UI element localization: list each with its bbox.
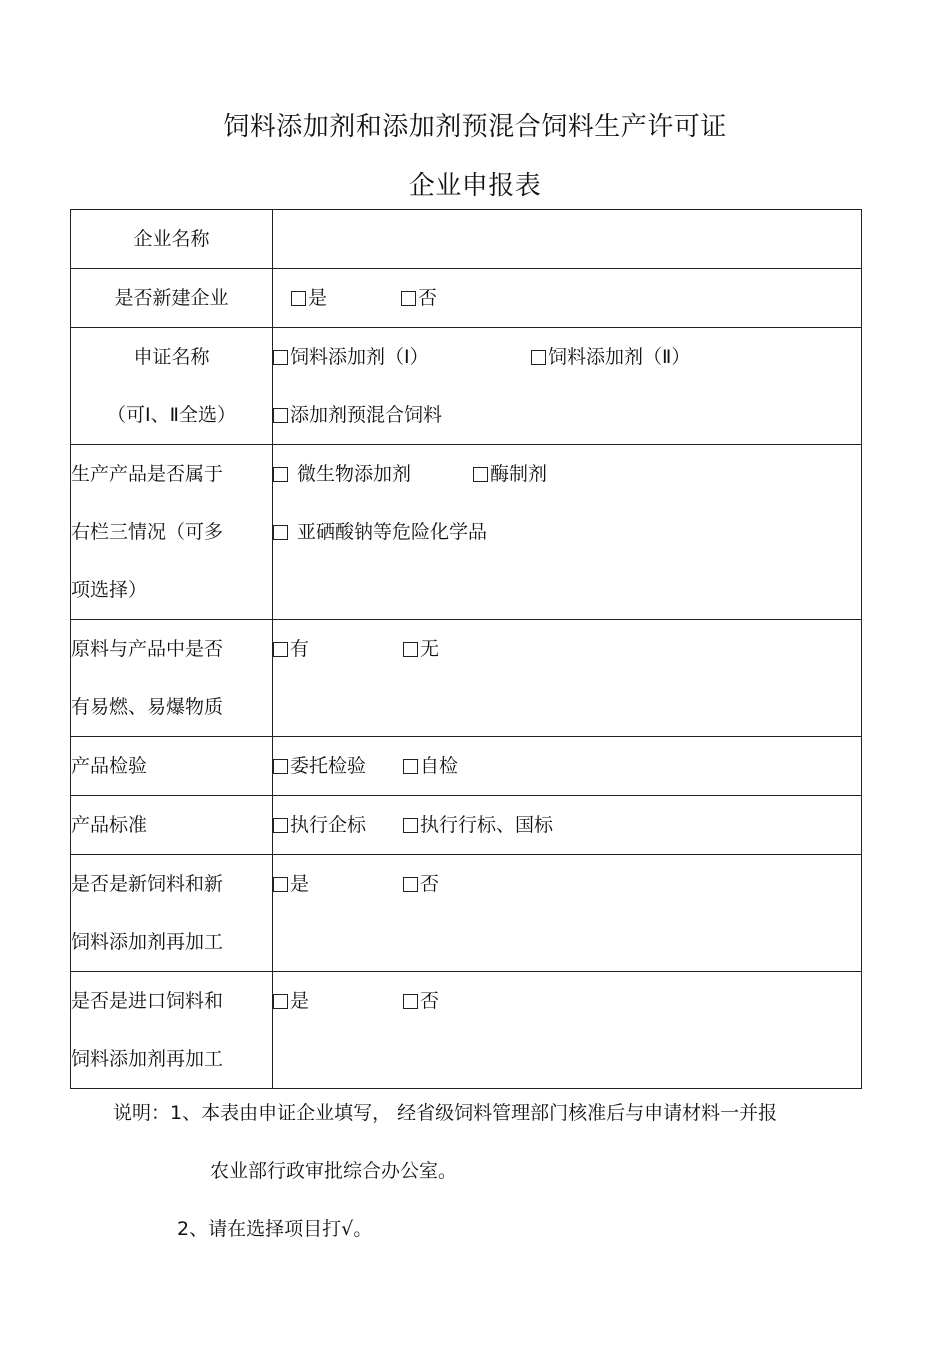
label-text: 申证名称	[133, 346, 210, 368]
form-title: 饲料添加剂和添加剂预混合饲料生产许可证	[223, 112, 727, 142]
form-subtitle: 企业申报表	[408, 171, 542, 201]
checkbox-option-yes[interactable]	[291, 269, 401, 327]
label-text: 产品标准	[71, 814, 148, 836]
label-text: 是否新建企业	[114, 287, 229, 309]
checkbox-option-yes[interactable]	[273, 855, 403, 913]
label-text: 产品检验	[71, 755, 148, 777]
checkbox-icon[interactable]	[273, 642, 288, 657]
options-cell	[273, 620, 862, 737]
checkbox-option-additive-1[interactable]	[273, 328, 531, 386]
option-label: 自检	[420, 755, 459, 777]
checkbox-option-self[interactable]	[403, 737, 458, 795]
options-cell	[273, 972, 862, 1089]
label-cell	[71, 620, 273, 737]
label-cell	[71, 796, 273, 855]
checkbox-icon[interactable]	[273, 525, 288, 540]
option-label: 饲料添加剂（Ⅰ）	[290, 346, 429, 368]
checkbox-option-enzyme[interactable]	[473, 445, 547, 503]
row-enterprise-name	[71, 210, 862, 269]
label-cell	[71, 737, 273, 796]
checkbox-icon[interactable]	[273, 994, 288, 1009]
option-label: 执行企标	[290, 814, 367, 836]
checkbox-icon[interactable]	[273, 759, 288, 774]
label-cell	[71, 855, 273, 972]
option-label: 否	[420, 873, 440, 895]
option-label: 执行行标、国标	[420, 814, 554, 836]
label-text: （可Ⅰ、Ⅱ全选）	[107, 404, 236, 426]
label-cell	[71, 210, 273, 269]
note-2: 2、请在选择项目打√。	[177, 1218, 373, 1240]
checkbox-icon[interactable]	[403, 877, 418, 892]
label-text: 是否是新饲料和新	[71, 873, 224, 895]
label-text: 饲料添加剂再加工	[71, 931, 224, 953]
checkbox-option-no[interactable]	[403, 620, 439, 678]
checkbox-icon[interactable]	[273, 408, 288, 423]
row-product-category	[71, 445, 862, 620]
checkbox-icon[interactable]	[291, 291, 306, 306]
checkbox-icon[interactable]	[403, 642, 418, 657]
option-label: 亚硒酸钠等危险化学品	[297, 521, 488, 543]
checkbox-option-national-standard[interactable]	[403, 796, 553, 854]
row-product-standard	[71, 796, 862, 855]
row-new-feed-reprocessing	[71, 855, 862, 972]
option-label: 饲料添加剂（Ⅱ）	[548, 346, 691, 368]
label-text: 原料与产品中是否	[71, 638, 224, 660]
enterprise-name-field[interactable]	[273, 210, 862, 269]
option-label: 委托检验	[290, 755, 367, 777]
application-form-table	[70, 209, 862, 1089]
checkbox-icon[interactable]	[403, 818, 418, 833]
checkbox-icon[interactable]	[273, 350, 288, 365]
option-label: 否	[418, 287, 438, 309]
checkbox-option-premix[interactable]	[273, 386, 442, 444]
label-text: 是否是进口饲料和	[71, 990, 224, 1012]
options-cell	[273, 737, 862, 796]
row-imported-feed-reprocessing	[71, 972, 862, 1089]
option-label: 酶制剂	[490, 463, 548, 485]
note-1: 说明：1、本表由申证企业填写， 经省级饲料管理部门核准后与申请材料一并报	[113, 1102, 778, 1124]
checkbox-icon[interactable]	[403, 759, 418, 774]
label-text: 饲料添加剂再加工	[71, 1048, 224, 1070]
option-label: 微生物添加剂	[297, 463, 412, 485]
label-cell	[71, 972, 273, 1089]
checkbox-option-no[interactable]	[401, 269, 437, 327]
checkbox-option-entrusted[interactable]	[273, 737, 403, 795]
row-product-inspection	[71, 737, 862, 796]
options-cell	[273, 269, 862, 328]
checkbox-icon[interactable]	[273, 877, 288, 892]
checkbox-icon[interactable]	[531, 350, 546, 365]
option-label: 否	[420, 990, 440, 1012]
label-text: 项选择）	[71, 579, 148, 601]
label-text: 有易燃、易爆物质	[71, 696, 224, 718]
label-text: 右栏三情况（可多	[71, 521, 224, 543]
options-cell	[273, 328, 862, 445]
option-label: 有	[290, 638, 310, 660]
label-text: 企业名称	[133, 228, 210, 250]
options-cell	[273, 855, 862, 972]
checkbox-icon[interactable]	[273, 467, 288, 482]
checkbox-icon[interactable]	[403, 994, 418, 1009]
label-cell	[71, 328, 273, 445]
option-label: 是	[290, 873, 310, 895]
options-cell	[273, 445, 862, 620]
label-cell	[71, 269, 273, 328]
checkbox-option-hazardous-chemical[interactable]	[273, 503, 487, 561]
note-1-continued: 农业部行政审批综合办公室。	[210, 1160, 458, 1182]
row-new-enterprise	[71, 269, 862, 328]
label-text: 生产产品是否属于	[71, 463, 224, 485]
checkbox-icon[interactable]	[473, 467, 488, 482]
option-label: 是	[308, 287, 328, 309]
checkbox-option-microbial[interactable]	[273, 445, 473, 503]
option-label: 无	[420, 638, 440, 660]
options-cell	[273, 796, 862, 855]
option-label: 添加剂预混合饲料	[290, 404, 443, 426]
checkbox-icon[interactable]	[273, 818, 288, 833]
option-label: 是	[290, 990, 310, 1012]
row-flammable	[71, 620, 862, 737]
checkbox-option-enterprise-standard[interactable]	[273, 796, 403, 854]
checkbox-option-yes[interactable]	[273, 972, 403, 1030]
checkbox-icon[interactable]	[401, 291, 416, 306]
checkbox-option-no[interactable]	[403, 972, 439, 1030]
checkbox-option-additive-2[interactable]	[531, 328, 690, 386]
label-cell	[71, 445, 273, 620]
checkbox-option-yes[interactable]	[273, 620, 403, 678]
checkbox-option-no[interactable]	[403, 855, 439, 913]
row-license-type	[71, 328, 862, 445]
